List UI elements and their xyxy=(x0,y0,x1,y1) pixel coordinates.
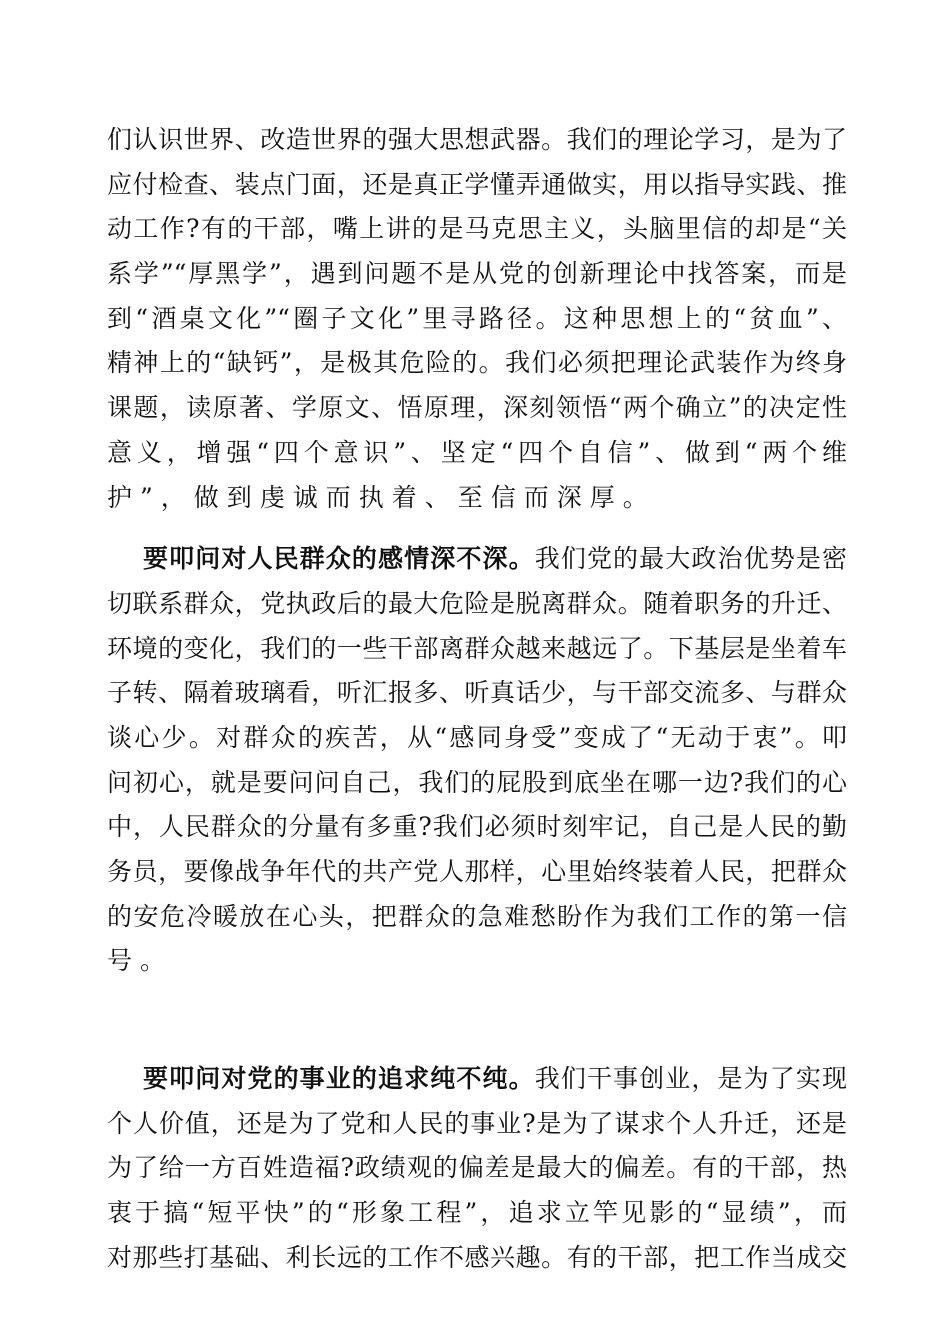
text-line xyxy=(107,118,847,163)
line-text: 衷于搞“短平快”的“形象工程”，追求立竿见影的“显绩”，而 xyxy=(107,1198,847,1228)
text-line xyxy=(107,761,847,806)
paragraph xyxy=(107,118,847,520)
line-text: 对那些打基础、利长远的工作不感兴趣。有的干部，把工作当成交 xyxy=(107,1242,847,1272)
text-line xyxy=(107,850,847,895)
text-line xyxy=(107,671,847,716)
text-line xyxy=(107,1057,847,1102)
text-line xyxy=(107,297,847,342)
text-line xyxy=(107,163,847,208)
paragraph xyxy=(107,1057,847,1280)
text-line xyxy=(107,476,847,521)
line-text: 中，人民群众的分量有多重?我们必须时刻牢记，自己是人民的勤 xyxy=(107,812,847,842)
line-text: 个人价值，还是为了党和人民的事业?是为了谋求个人升迁，还是 xyxy=(107,1108,847,1138)
line-text: 到“酒桌文化”“圈子文化”里寻路径。这种思想上的“贫血”、 xyxy=(107,303,847,333)
text-line xyxy=(107,716,847,761)
line-text: 切联系群众，党执政后的最大危险是脱离群众。随着职务的升迁、 xyxy=(107,588,847,618)
line-text: 为了给一方百姓造福?政绩观的偏差是最大的偏差。有的干部，热 xyxy=(107,1153,847,1183)
text-line xyxy=(107,386,847,431)
text-line xyxy=(107,252,847,297)
text-line xyxy=(107,627,847,672)
text-line xyxy=(107,582,847,627)
text-line xyxy=(107,431,847,476)
line-text: 动工作?有的干部，嘴上讲的是马克思主义，头脑里信的却是“关 xyxy=(107,214,847,244)
text-line xyxy=(107,537,847,582)
line-text: 问初心，就是要问问自己，我们的屁股到底坐在哪一边?我们的心 xyxy=(107,767,847,797)
text-line xyxy=(107,895,847,940)
text-line xyxy=(107,1191,847,1236)
text-line xyxy=(107,341,847,386)
line-text: 系学”“厚黑学”，遇到问题不是从党的创新理论中找答案，而是 xyxy=(107,259,847,289)
paragraph-heading: 要叩问对人民群众的感情深不深。 xyxy=(143,544,535,574)
line-text: 们认识世界、改造世界的强大思想武器。我们的理论学习，是为了 xyxy=(107,125,847,154)
text-line xyxy=(107,1102,847,1147)
text-line xyxy=(107,805,847,850)
text-line xyxy=(107,1146,847,1191)
line-text: 我们干事创业，是为了实现 xyxy=(534,1064,847,1094)
line-text: 务员，要像战争年代的共产党人那样，心里始终装着人民，把群众 xyxy=(107,857,847,886)
line-text: 精神上的“缺钙”，是极其危险的。我们必须把理论武装作为终身 xyxy=(107,348,847,378)
line-text: 的安危冷暖放在心头，把群众的急难愁盼作为我们工作的第一信 xyxy=(107,901,847,931)
line-text: 应付检查、装点门面，还是真正学懂弄通做实，用以指导实践、推 xyxy=(107,169,847,199)
line-text: 意义，增强“四个意识”、坚定“四个自信”、做到“两个维 xyxy=(107,437,847,467)
text-line xyxy=(107,939,847,984)
line-text: 课题，读原著、学原文、悟原理，深刻领悟“两个确立”的决定性 xyxy=(107,393,847,423)
line-text: 环境的变化，我们的一些干部离群众越来越远了。下基层是坐着车 xyxy=(107,633,847,663)
line-text: 护”，做到虔诚而执着、至信而深厚。 xyxy=(107,482,656,512)
text-line xyxy=(107,1236,847,1281)
document-page xyxy=(107,118,847,1281)
line-text: 谈心少。对群众的疾苦，从“感同身受”变成了“无动于衷”。叩 xyxy=(107,722,847,752)
text-line xyxy=(107,207,847,252)
line-text: 我们党的最大政治优势是密 xyxy=(534,544,847,574)
line-text: 号。 xyxy=(107,946,174,976)
line-text: 子转、隔着玻璃看，听汇报多、听真话少，与干部交流多、与群众 xyxy=(107,678,847,708)
paragraph-heading: 要叩问对党的事业的追求纯不纯。 xyxy=(143,1064,535,1094)
paragraph xyxy=(107,537,847,984)
